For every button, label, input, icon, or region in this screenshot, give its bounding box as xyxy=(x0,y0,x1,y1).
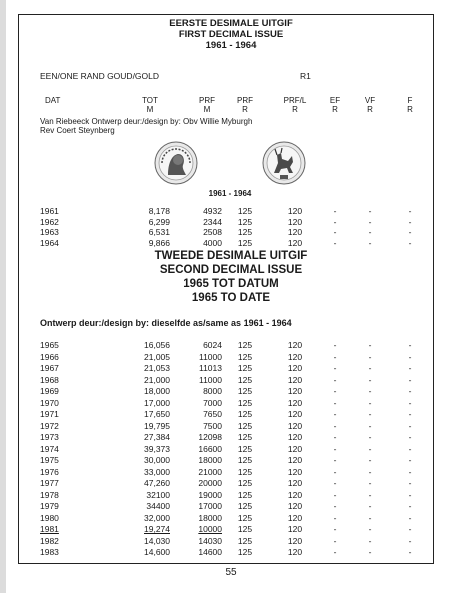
cell-ef-price: - xyxy=(333,535,337,546)
table-row xyxy=(0,547,462,557)
cell-vf-price: - xyxy=(368,340,372,350)
cell-prf-l-price: 120 xyxy=(287,363,303,373)
cell-ef-price: - xyxy=(333,397,337,408)
cell-proof-price: 125 xyxy=(237,489,253,500)
cell-proof-price: 125 xyxy=(237,216,253,227)
cell-year: 1978 xyxy=(40,489,59,500)
cell-total-mintage: 19,274 xyxy=(144,524,170,534)
design-credit-line2: Rev Coert Steynberg xyxy=(40,126,115,135)
cell-proof-price: 125 xyxy=(237,206,253,216)
cell-f-price: - xyxy=(408,374,412,385)
cell-vf-price: - xyxy=(368,432,372,442)
table-row xyxy=(0,455,462,465)
cell-proof-mintage: 7500 xyxy=(203,420,222,431)
cell-proof-price: 125 xyxy=(237,512,253,523)
cell-prf-l-price: 120 xyxy=(287,443,303,454)
col-header-f-sub: R xyxy=(407,105,413,114)
section1-title-en: FIRST DECIMAL ISSUE xyxy=(178,29,284,40)
cell-proof-mintage: 10000 xyxy=(198,524,222,534)
table-row xyxy=(0,421,462,431)
cell-ef-price: - xyxy=(333,363,337,373)
cell-f-price: - xyxy=(408,409,412,419)
col-header-f: F xyxy=(407,96,413,105)
cell-total-mintage: 32,000 xyxy=(144,512,170,523)
cell-f-price: - xyxy=(408,501,412,511)
col-header-prf-r-sub: R xyxy=(242,105,248,114)
cell-ef-price: - xyxy=(333,374,337,385)
table-row xyxy=(0,432,462,442)
cell-total-mintage: 34400 xyxy=(146,501,170,511)
cell-year: 1965 xyxy=(40,340,59,350)
col-header-dat: DAT xyxy=(45,96,61,105)
cell-ef-price: - xyxy=(333,524,337,534)
cell-proof-price: 125 xyxy=(237,535,253,546)
cell-total-mintage: 14,600 xyxy=(144,547,170,557)
cell-vf-price: - xyxy=(368,535,372,546)
cell-proof-price: 125 xyxy=(237,227,253,237)
cell-vf-price: - xyxy=(368,443,372,454)
cell-proof-mintage: 14600 xyxy=(198,547,222,557)
cell-year: 1976 xyxy=(40,466,59,477)
cell-prf-l-price: 120 xyxy=(287,374,303,385)
cell-vf-price: - xyxy=(368,227,372,237)
cell-vf-price: - xyxy=(368,206,372,216)
cell-f-price: - xyxy=(408,363,412,373)
cell-f-price: - xyxy=(408,386,412,396)
cell-proof-mintage: 2508 xyxy=(203,227,222,237)
cell-vf-price: - xyxy=(368,420,372,431)
cell-total-mintage: 17,650 xyxy=(144,409,170,419)
cell-total-mintage: 16,056 xyxy=(144,340,170,350)
section1-years: 1961 - 1964 xyxy=(205,40,257,51)
table-row xyxy=(0,363,462,373)
table-row xyxy=(0,398,462,408)
cell-proof-mintage: 16600 xyxy=(198,443,222,454)
cell-f-price: - xyxy=(408,478,412,488)
col-header-vf: VF xyxy=(364,96,376,105)
section2-title-af: TWEEDE DESIMALE UITGIF xyxy=(154,250,308,262)
col-header-ef: EF xyxy=(329,96,341,105)
cell-vf-price: - xyxy=(368,466,372,477)
cell-year: 1964 xyxy=(40,237,59,248)
col-header-prf-m-sub: M xyxy=(203,105,211,114)
cell-total-mintage: 21,053 xyxy=(144,363,170,373)
cell-f-price: - xyxy=(408,432,412,442)
cell-year: 1981 xyxy=(40,524,59,534)
cell-ef-price: - xyxy=(333,501,337,511)
cell-proof-mintage: 20000 xyxy=(198,478,222,488)
section2-sub-en: 1965 TO DATE xyxy=(191,292,271,304)
cell-f-price: - xyxy=(408,420,412,431)
cell-vf-price: - xyxy=(368,501,372,511)
col-header-tot-sub: M xyxy=(146,105,154,114)
cell-ef-price: - xyxy=(333,455,337,465)
cell-ef-price: - xyxy=(333,432,337,442)
cell-total-mintage: 14,030 xyxy=(144,535,170,546)
cell-proof-mintage: 4000 xyxy=(203,237,222,248)
cell-year: 1967 xyxy=(40,363,59,373)
cell-proof-mintage: 11000 xyxy=(198,374,222,385)
cell-proof-price: 125 xyxy=(237,478,253,488)
coin-obverse-image xyxy=(154,141,198,185)
cell-f-price: - xyxy=(408,524,412,534)
cell-year: 1982 xyxy=(40,535,59,546)
cell-f-price: - xyxy=(408,216,412,227)
cell-proof-price: 125 xyxy=(237,432,253,442)
table-row xyxy=(0,490,462,500)
cell-total-mintage: 33,000 xyxy=(144,466,170,477)
table-row xyxy=(0,375,462,385)
cell-prf-l-price: 120 xyxy=(287,547,303,557)
cell-year: 1969 xyxy=(40,386,59,396)
cell-f-price: - xyxy=(408,340,412,350)
table-row xyxy=(0,238,462,248)
cell-total-mintage: 6,299 xyxy=(148,216,170,227)
cell-total-mintage: 21,000 xyxy=(144,374,170,385)
cell-proof-mintage: 11013 xyxy=(198,363,222,373)
cell-prf-l-price: 120 xyxy=(287,351,303,362)
cell-vf-price: - xyxy=(368,409,372,419)
cell-vf-price: - xyxy=(368,374,372,385)
cell-total-mintage: 8,178 xyxy=(148,206,170,216)
cell-f-price: - xyxy=(408,512,412,523)
cell-proof-mintage: 18000 xyxy=(198,512,222,523)
cell-proof-mintage: 17000 xyxy=(198,501,222,511)
cell-year: 1973 xyxy=(40,432,59,442)
cell-proof-mintage: 19000 xyxy=(198,489,222,500)
cell-prf-l-price: 120 xyxy=(287,340,303,350)
cell-f-price: - xyxy=(408,237,412,248)
cell-year: 1962 xyxy=(40,216,59,227)
cell-prf-l-price: 120 xyxy=(287,216,303,227)
table-row xyxy=(0,352,462,362)
cell-ef-price: - xyxy=(333,340,337,350)
cell-year: 1979 xyxy=(40,501,59,511)
col-header-prf-m: PRF xyxy=(199,96,215,105)
cell-ef-price: - xyxy=(333,351,337,362)
cell-proof-price: 125 xyxy=(237,524,253,534)
cell-total-mintage: 47,260 xyxy=(144,478,170,488)
cell-proof-mintage: 7650 xyxy=(203,409,222,419)
cell-ef-price: - xyxy=(333,386,337,396)
cell-vf-price: - xyxy=(368,489,372,500)
cell-vf-price: - xyxy=(368,237,372,248)
cell-year: 1975 xyxy=(40,455,59,465)
cell-vf-price: - xyxy=(368,397,372,408)
section2-title-en: SECOND DECIMAL ISSUE xyxy=(159,264,303,276)
cell-year: 1963 xyxy=(40,227,59,237)
section2-sub-af: 1965 TOT DATUM xyxy=(183,278,279,290)
table-row xyxy=(0,409,462,419)
cell-vf-price: - xyxy=(368,478,372,488)
cell-ef-price: - xyxy=(333,443,337,454)
cell-proof-mintage: 21000 xyxy=(198,466,222,477)
cell-total-mintage: 6,531 xyxy=(148,227,170,237)
coin-caption: 1961 - 1964 xyxy=(208,189,252,198)
cell-total-mintage: 27,384 xyxy=(144,432,170,442)
table-row xyxy=(0,386,462,396)
cell-prf-l-price: 120 xyxy=(287,397,303,408)
cell-proof-price: 125 xyxy=(237,363,253,373)
cell-prf-l-price: 120 xyxy=(287,501,303,511)
cell-ef-price: - xyxy=(333,478,337,488)
cell-total-mintage: 30,000 xyxy=(144,455,170,465)
cell-f-price: - xyxy=(408,227,412,237)
cell-proof-price: 125 xyxy=(237,340,253,350)
cell-f-price: - xyxy=(408,206,412,216)
col-header-prf-r: PRF xyxy=(237,96,253,105)
cell-prf-l-price: 120 xyxy=(287,524,303,534)
cell-proof-price: 125 xyxy=(237,501,253,511)
denomination: EEN/ONE RAND GOUD/GOLD xyxy=(40,71,160,81)
cell-proof-price: 125 xyxy=(237,409,253,419)
cell-prf-l-price: 120 xyxy=(287,420,303,431)
cell-prf-l-price: 120 xyxy=(287,237,303,248)
table-row xyxy=(0,444,462,454)
cell-ef-price: - xyxy=(333,237,337,248)
table-row xyxy=(0,478,462,488)
cell-proof-price: 125 xyxy=(237,420,253,431)
cell-f-price: - xyxy=(408,443,412,454)
cell-vf-price: - xyxy=(368,386,372,396)
cell-proof-mintage: 8000 xyxy=(203,386,222,396)
cell-f-price: - xyxy=(408,547,412,557)
cell-ef-price: - xyxy=(333,206,337,216)
cell-year: 1968 xyxy=(40,374,59,385)
cell-ef-price: - xyxy=(333,466,337,477)
table-row xyxy=(0,217,462,227)
cell-year: 1974 xyxy=(40,443,59,454)
cell-prf-l-price: 120 xyxy=(287,206,303,216)
cell-year: 1970 xyxy=(40,397,59,408)
cell-vf-price: - xyxy=(368,351,372,362)
cell-prf-l-price: 120 xyxy=(287,466,303,477)
cell-proof-mintage: 14030 xyxy=(198,535,222,546)
cell-proof-mintage: 12098 xyxy=(198,432,222,442)
cell-proof-mintage: 2344 xyxy=(203,216,222,227)
table-row xyxy=(0,340,462,350)
cell-proof-price: 125 xyxy=(237,374,253,385)
cell-ef-price: - xyxy=(333,409,337,419)
cell-proof-price: 125 xyxy=(237,397,253,408)
table-row xyxy=(0,536,462,546)
cell-prf-l-price: 120 xyxy=(287,432,303,442)
cell-proof-price: 125 xyxy=(237,466,253,477)
cell-total-mintage: 18,000 xyxy=(144,386,170,396)
cell-proof-mintage: 18000 xyxy=(198,455,222,465)
cell-ef-price: - xyxy=(333,512,337,523)
cell-f-price: - xyxy=(408,455,412,465)
cell-prf-l-price: 120 xyxy=(287,478,303,488)
cell-proof-price: 125 xyxy=(237,351,253,362)
cell-proof-price: 125 xyxy=(237,237,253,248)
cell-prf-l-price: 120 xyxy=(287,512,303,523)
cell-proof-mintage: 6024 xyxy=(203,340,222,350)
col-header-vf-sub: R xyxy=(367,105,373,114)
table-row xyxy=(0,513,462,523)
cell-prf-l-price: 120 xyxy=(287,455,303,465)
cell-proof-mintage: 7000 xyxy=(203,397,222,408)
section2-design-credit: Ontwerp deur:/design by: dieselfde as/same as 1961 - 1964 xyxy=(40,318,292,328)
cell-year: 1971 xyxy=(40,409,59,419)
cell-total-mintage: 39,373 xyxy=(144,443,170,454)
cell-vf-price: - xyxy=(368,547,372,557)
cell-prf-l-price: 120 xyxy=(287,535,303,546)
design-credit-line1: Van Riebeeck Ontwerp deur:/design by: Obv Willie Myburgh xyxy=(40,117,253,126)
cell-proof-price: 125 xyxy=(237,386,253,396)
cell-f-price: - xyxy=(408,489,412,500)
col-header-prfl: PRF/L xyxy=(283,96,307,105)
cell-ef-price: - xyxy=(333,216,337,227)
cell-ef-price: - xyxy=(333,489,337,500)
cell-ef-price: - xyxy=(333,420,337,431)
cell-total-mintage: 32100 xyxy=(146,489,170,500)
cell-year: 1980 xyxy=(40,512,59,523)
cell-proof-price: 125 xyxy=(237,455,253,465)
cell-vf-price: - xyxy=(368,216,372,227)
cell-prf-l-price: 120 xyxy=(287,227,303,237)
cell-prf-l-price: 120 xyxy=(287,386,303,396)
cell-f-price: - xyxy=(408,535,412,546)
cell-f-price: - xyxy=(408,351,412,362)
cell-year: 1961 xyxy=(40,206,59,216)
section1-title-af: EERSTE DESIMALE UITGIF xyxy=(169,18,293,29)
cell-vf-price: - xyxy=(368,512,372,523)
cell-year: 1983 xyxy=(40,547,59,557)
cell-total-mintage: 19,795 xyxy=(144,420,170,431)
cell-year: 1966 xyxy=(40,351,59,362)
denomination-code: R1 xyxy=(300,71,311,81)
cell-vf-price: - xyxy=(368,363,372,373)
coin-reverse-image xyxy=(262,141,306,185)
col-header-prfl-sub: R xyxy=(292,105,298,114)
cell-total-mintage: 21,005 xyxy=(144,351,170,362)
page-number: 55 xyxy=(225,567,237,578)
cell-year: 1977 xyxy=(40,478,59,488)
table-row xyxy=(0,467,462,477)
cell-year: 1972 xyxy=(40,420,59,431)
cell-ef-price: - xyxy=(333,547,337,557)
table-row xyxy=(0,227,462,237)
cell-vf-price: - xyxy=(368,455,372,465)
cell-proof-mintage: 4932 xyxy=(203,206,222,216)
table-row xyxy=(0,501,462,511)
col-header-tot: TOT xyxy=(142,96,158,105)
cell-proof-mintage: 11000 xyxy=(198,351,222,362)
cell-total-mintage: 9,866 xyxy=(148,237,170,248)
cell-proof-price: 125 xyxy=(237,547,253,557)
cell-total-mintage: 17,000 xyxy=(144,397,170,408)
cell-f-price: - xyxy=(408,466,412,477)
table-row xyxy=(0,206,462,216)
col-header-ef-sub: R xyxy=(332,105,338,114)
cell-vf-price: - xyxy=(368,524,372,534)
cell-f-price: - xyxy=(408,397,412,408)
cell-proof-price: 125 xyxy=(237,443,253,454)
table-row xyxy=(0,524,462,534)
cell-ef-price: - xyxy=(333,227,337,237)
cell-prf-l-price: 120 xyxy=(287,409,303,419)
cell-prf-l-price: 120 xyxy=(287,489,303,500)
